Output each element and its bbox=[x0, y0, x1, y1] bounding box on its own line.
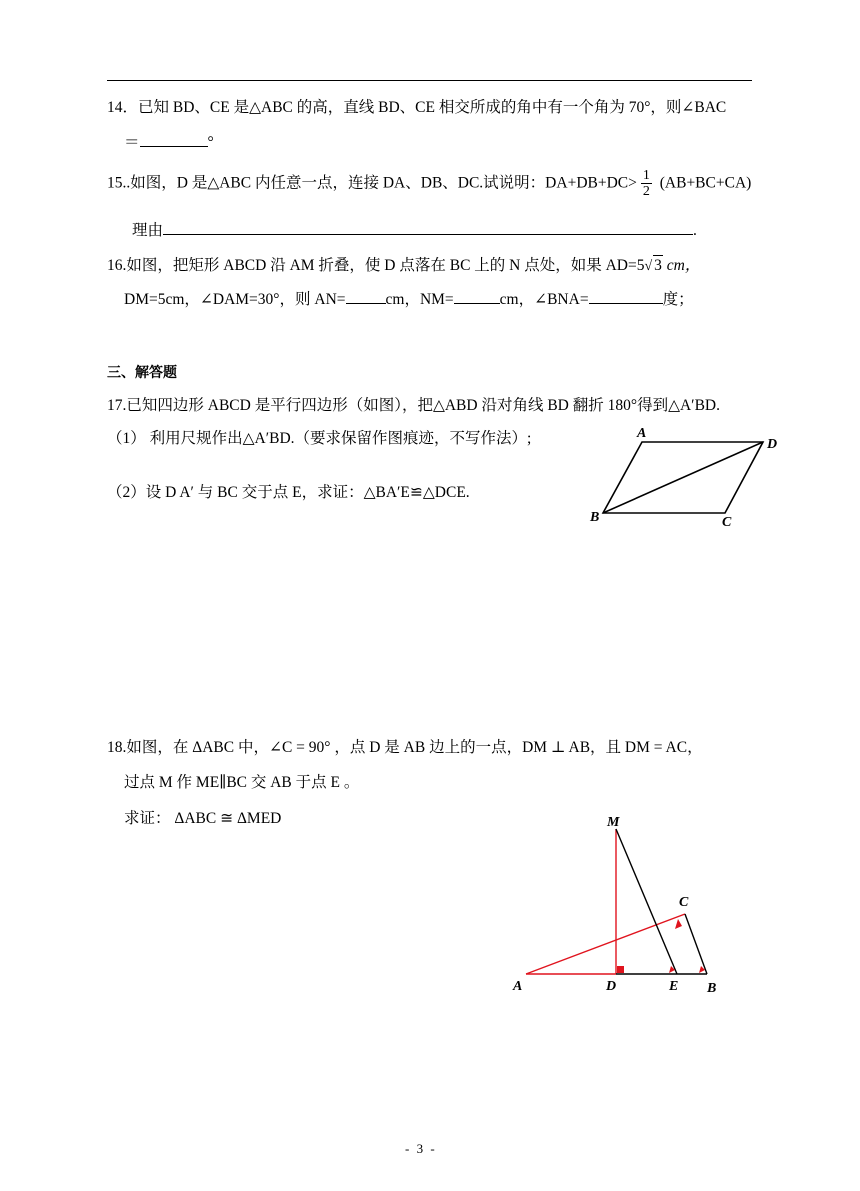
diagonal-bd bbox=[603, 442, 763, 513]
q16-line2: DM=5cm，∠DAM=30°，则 AN= cm，NM= cm，∠BNA= 度； bbox=[124, 291, 694, 308]
q15-fraction: $\frac{1}{2}$ bbox=[642, 168, 650, 199]
header-rule bbox=[107, 80, 752, 81]
right-angle-marker-d bbox=[617, 966, 624, 973]
q16-an-blank[interactable] bbox=[346, 289, 386, 304]
page-number: - 3 - bbox=[405, 1141, 437, 1156]
q15-line2: 理由 . bbox=[132, 222, 697, 239]
q16-line1: 16.如图，把矩形 ABCD 沿 AM 折叠，使 D 点落在 BC 上的 N 点处，如果 AD=5√ 3 cm， bbox=[107, 257, 701, 274]
label-a: A bbox=[513, 979, 523, 994]
q17-parallelogram-diagram bbox=[580, 420, 800, 535]
segment-cb bbox=[685, 914, 707, 974]
q18-triangle-diagram bbox=[505, 808, 735, 998]
q17-part1: （1） 利用尺规作出△A′BD.（要求保留作图痕迹，不写作法）; bbox=[107, 430, 532, 447]
q18-line2: 过点 M 作 ME∥BC 交 AB 于点 E 。 bbox=[124, 774, 360, 791]
q18-line3: 求证： ΔABC ≅ ΔMED bbox=[124, 810, 282, 827]
q14-answer-blank[interactable] bbox=[140, 132, 208, 147]
label-m: M bbox=[607, 815, 620, 830]
segment-ac bbox=[526, 914, 685, 974]
q17-line1: 17.已知四边形 ABCD 是平行四边形（如图），把△ABD 沿对角线 BD 翻折 180°得到△A′BD. bbox=[107, 397, 720, 414]
segment-me bbox=[616, 829, 677, 974]
q18-line1: 18.如图，在 ΔABC 中，∠C = 90° ，点 D 是 AB 边上的一点，DM ⊥ AB，且 DM = AC， bbox=[107, 739, 703, 756]
label-b: B bbox=[707, 981, 717, 996]
right-angle-marker-c bbox=[675, 919, 682, 929]
label-d: D bbox=[767, 437, 778, 452]
label-e: E bbox=[669, 979, 679, 994]
label-c: C bbox=[722, 515, 732, 530]
label-c: C bbox=[679, 895, 689, 910]
q16-bna-blank[interactable] bbox=[589, 289, 663, 304]
q14-line2: ＝ ° bbox=[124, 134, 214, 151]
label-b: B bbox=[590, 510, 600, 525]
q15-line1: 15..如图，D 是△ABC 内任意一点，连接 DA、DB、DC.试说明：DA+DB+DC> $\frac{1}{2}$ (AB+BC+CA) bbox=[107, 168, 752, 199]
q17-part2: （2）设 D A′ 与 BC 交于点 E，求证：△BA′E≌△DCE. bbox=[107, 484, 470, 501]
q15-reason-blank[interactable] bbox=[163, 220, 693, 235]
label-d: D bbox=[606, 979, 617, 994]
q16-nm-blank[interactable] bbox=[454, 289, 500, 304]
label-a: A bbox=[637, 426, 647, 441]
q14-line1: 14．已知 BD、CE 是△ABC 的高，直线 BD、CE 相交所成的角中有一个角为 70°，则∠BAC bbox=[107, 99, 727, 116]
section-title: 三、解答题 bbox=[107, 365, 177, 381]
